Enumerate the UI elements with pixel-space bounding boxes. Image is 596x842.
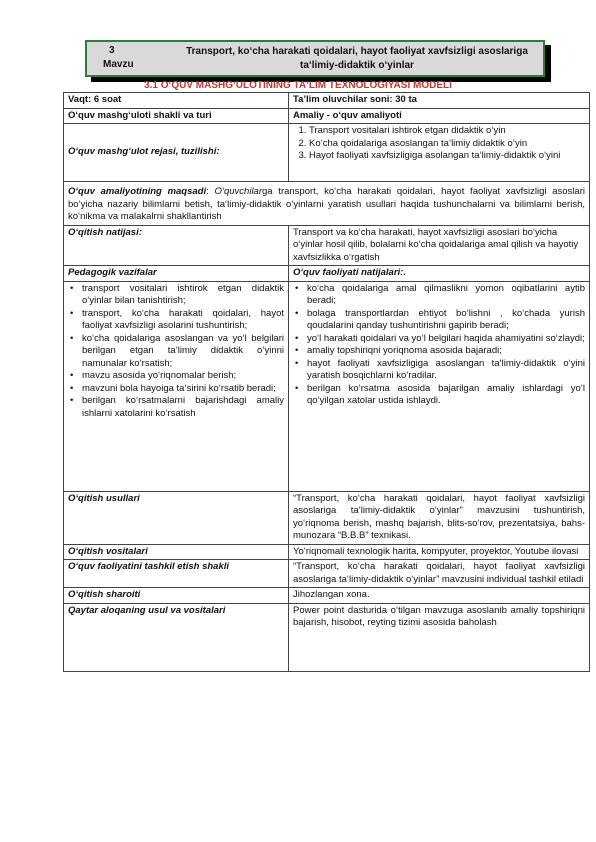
list-item: • transport vositalari ishtirok etgan didaktik o‘yinlar bilan tanishtirish; xyxy=(80,283,284,308)
table-row xyxy=(64,560,590,588)
tools-value: Yo‘riqnomali texnologik harita, kompyuter, proyektor, Youtube ilovasi xyxy=(289,544,590,560)
topic-title xyxy=(167,45,547,73)
table-row xyxy=(64,281,590,491)
list-item: • yo‘l harakati qoidalari va yo‘l belgilari haqida ahamiyatini so‘zlaydi; xyxy=(305,333,585,346)
table-row xyxy=(64,603,590,671)
methods-value: “Transport, ko‘cha harakati qoidalari, hayot faoliyat xavfsizligi asoslariga ta‘limiy-didaktik o‘yinlar” mavzusini tushuntirish, yo‘riqnoma berish, mashq bajarish, blits-so‘rov, prezentatsiya, bahs-munozara “B.B.B” texnikasi. xyxy=(289,491,590,544)
outcomes-label: O‘quv faoliyati natijalari:. xyxy=(289,266,590,282)
plan-list xyxy=(293,125,585,163)
plan-item: 3. Hayot faoliyati xavfsizligiga asolangan ta‘limiy-didaktik o‘yini xyxy=(309,150,585,163)
table-row xyxy=(64,124,590,182)
organization-value: “Transport, ko‘cha harakati qoidalari, hayot faoliyat xavfsizligi asoslariga ta‘limiy-didaktik o‘yinlar” mavzusini individual tashkil etiladi xyxy=(289,560,590,588)
list-item: • berilgan ko‘rsatma asosida bajarilgan amaliy ishlardagi yo‘l qo‘yilgan xatolar ustida ishlaydi. xyxy=(305,383,585,408)
list-item: • hayot faoliyati xavfsizligiga asoslangan ta‘limiy-didaktik o‘yini yaratish bosqichlarni ko‘radilar. xyxy=(305,358,585,383)
list-item: • berilgan ko‘rsatmalarni bajarishdagi amaliy ishlarni xatolarini ko‘rsatish xyxy=(80,395,284,420)
topic-title-line-2: ta‘limiy-didaktik o‘yinlar xyxy=(300,60,414,71)
list-item: • amaliy topshiriqni yoriqnoma asosida bajaradi; xyxy=(305,345,585,358)
outcomes-list xyxy=(293,283,585,408)
plan-item: 1. Transport vositalari ishtirok etgan didaktik o‘yin xyxy=(309,125,585,138)
topic-label: Mavzu xyxy=(103,59,134,70)
feedback-label: Qaytar aloqaning usul va vositalari xyxy=(64,603,289,671)
pedagogical-tasks-list xyxy=(68,283,284,421)
students-cell: Ta’lim oluvchilar soni: 30 ta xyxy=(289,93,590,109)
topic-number: 3 xyxy=(109,45,115,56)
list-item: • transport, ko‘cha harakati qoidalari, hayot faoliyat xavfsizligi asolarini tushuntirish; xyxy=(80,308,284,333)
methods-label: O‘qitish usullari xyxy=(64,491,289,544)
goal-text-italic: O‘quvchilar xyxy=(214,186,263,197)
goal-label: O‘quv amaliyotining maqsadi xyxy=(68,186,207,197)
pedagogical-tasks-cell xyxy=(64,281,289,491)
table-row xyxy=(64,588,590,604)
list-item: • mavzuni bola hayoiga ta‘sirini ko‘rsatib beradi; xyxy=(80,383,284,396)
conditions-label: O‘qitish sharoiti xyxy=(64,588,289,604)
goal-cell: O‘quv amaliyotining maqsadi: O‘quvchilarga transport, ko‘cha harakati qoidalari, hayot faoliyat xavfsizligi asoslari bo‘yicha nazariy bilimlarni betish, ta‘limiy-didaktik o‘yinlarni yaratish usullari haqida tushunchalarni va bilimlarni berish, ko‘nikma va malakalrni shakllantirish xyxy=(64,182,590,226)
topic-title-line-1: Transport, ko‘cha harakati qoidalari, hayot faoliyat xavfsizligi asoslariga xyxy=(186,46,528,57)
list-item: • ko‘cha qoidalariga asoslangan va yo‘l belgilari berilgan etgan ta‘limiy didaktik o‘yinni namunalar ko‘rsatish; xyxy=(80,333,284,371)
list-item: • bolaga transportlardan ehtiyot bo‘lishni , ko‘chada yurish qoudalarini qanday tushuntirishni gapirib beradi; xyxy=(305,308,585,333)
time-cell: Vaqt: 6 soat xyxy=(64,93,289,109)
goal-text: ga transport, ko‘cha harakati qoidalari, hayot faoliyat xavfsizligi asoslari bo‘yicha nazariy bilimlarni betish, ta‘limiy-didaktik o‘yinlarni yaratish usullari haqida tushunchalarni va bilimlarni berish, ko‘nikma va malakalrni shakllantirish xyxy=(68,186,585,222)
table-row xyxy=(64,544,590,560)
form-value: Amaliy - o‘quv amaliyoti xyxy=(289,108,590,124)
result-value: Transport va ko‘cha harakati, hayot xavfsizligi asoslari bo‘yicha o‘yinlar hosil qilib, bolalarni ko‘cha qoidalariga amal qilish va hayotiy xavfsizlikka o‘rgatish xyxy=(289,225,590,266)
table-row xyxy=(64,93,590,109)
plan-item: 2. Ko‘cha qoidalariga asoslangan ta‘limiy didaktik o‘yin xyxy=(309,138,585,151)
table-row xyxy=(64,182,590,226)
table-row xyxy=(64,225,590,266)
topic-box xyxy=(85,40,545,77)
list-item: • ko‘cha qoidalariga amal qilmaslikni yomon oqibatlarini aytib beradi; xyxy=(305,283,585,308)
pedagogical-tasks-label: Pedagogik vazifalar xyxy=(64,266,289,282)
table-row xyxy=(64,266,590,282)
feedback-value: Power point dasturida o‘tilgan mavzuga asoslanib amaliy topshiriqni bajarish, hisobot, reyting tizimi asosida baholash xyxy=(289,603,590,671)
section-title: 3.1 O‘QUV MASHG‘ULOTINING TA‘LIM TEXNOLOGIYASI MODELI xyxy=(144,80,452,91)
table-row xyxy=(64,491,590,544)
plan-label: O‘quv mashg‘ulot rejasi, tuzilishi: xyxy=(64,124,289,182)
organization-label: O‘quv faoliyatini tashkil etish shakli xyxy=(64,560,289,588)
form-label: O‘quv mashg‘uloti shakli va turi xyxy=(64,108,289,124)
tools-label: O‘qitish vositalari xyxy=(64,544,289,560)
outcomes-cell xyxy=(289,281,590,491)
plan-cell xyxy=(289,124,590,182)
technology-model-table xyxy=(63,92,590,672)
result-label: O‘qitish natijasi: xyxy=(64,225,289,266)
list-item: • mavzu asosida yo‘riqnomalar berish; xyxy=(80,370,284,383)
conditions-value: Jihozlangan xona. xyxy=(289,588,590,604)
table-row xyxy=(64,108,590,124)
